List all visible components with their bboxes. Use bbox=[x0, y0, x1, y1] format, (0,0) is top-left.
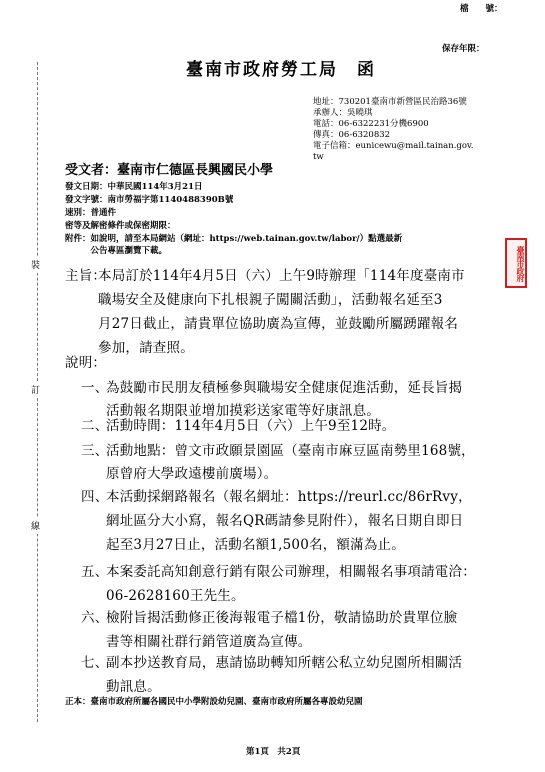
contact-phone: 電話：06-6322231分機6900 bbox=[313, 119, 429, 129]
subject-line: 參加，請查照。 bbox=[98, 340, 194, 356]
official-seal-stamp: 臺南市政府 bbox=[505, 238, 527, 288]
item-line: 活動報名期限並增加摸彩送家電等好康訊息。 bbox=[106, 403, 380, 419]
attachment-note-cont: 公告專區瀏覽下載。 bbox=[65, 246, 168, 256]
item-line: 副本抄送教育局，惠請協助轉知所轄公私立幼兒園所相關活 bbox=[106, 655, 463, 671]
item-line: 活動地點：曾文市政願景園區（臺南市麻豆區南勢里168號， bbox=[106, 443, 475, 459]
item-line: 活動時間：114年4月5日（六）上午9至12時。 bbox=[106, 418, 396, 434]
subject-line: 職場安全及健康向下扎根親子闖關活動」，活動報名延至3 bbox=[98, 292, 443, 308]
document-title: 臺南市政府勞工局 函 bbox=[186, 60, 376, 80]
item-line: 書等相關社群行銷管道廣為宣傳。 bbox=[106, 634, 312, 650]
item-line: 本活動採網路報名（報名網址：https://reurl.cc/86rRvy， bbox=[106, 489, 472, 505]
retention-period-label: 保存年限： bbox=[442, 44, 485, 54]
page-number: 第1頁 共2頁 bbox=[246, 747, 301, 757]
item-number: 四、 bbox=[81, 489, 109, 505]
cc-recipients: 正本：臺南市政府所屬各國民中小學附設幼兒園、臺南市政府所屬各專設幼兒園 bbox=[65, 697, 363, 707]
item-number: 六、 bbox=[81, 610, 109, 626]
attachment-note: 附件：如說明，請至本局網站（網址：https://web.tainan.gov.tw/labor/）點選最新 bbox=[65, 234, 403, 244]
binding-mark-bind: 裝 bbox=[31, 256, 40, 273]
contact-email: 電子信箱：eunicewu@mail.tainan.gov. bbox=[313, 141, 474, 151]
issue-number: 發文字號：南市勞福字第1140488390B號 bbox=[65, 195, 234, 205]
item-line: 網址區分大小寫，報名QR碼請參見附件），報名日期自即日 bbox=[106, 513, 464, 529]
item-number: 二、 bbox=[81, 418, 109, 434]
item-number: 五、 bbox=[81, 564, 109, 580]
item-line: 原曾府大學政遠樓前廣場）。 bbox=[106, 466, 278, 482]
recipient: 受文者：臺南市仁德區長興國民小學 bbox=[65, 163, 274, 178]
confidentiality: 密等及解密條件或保密期限： bbox=[65, 221, 176, 231]
item-line: 檢附旨揭活動修正後海報電子檔1份，敬請協助於貴單位臉 bbox=[106, 610, 458, 626]
archive-code-label: 檔 號： bbox=[460, 4, 503, 14]
issue-date: 發文日期：中華民國114年3月21日 bbox=[65, 182, 203, 192]
item-number: 三、 bbox=[81, 443, 109, 459]
item-line: 為鼓勵市民朋友積極參與職場安全健康促進活動，延長旨揭 bbox=[106, 380, 463, 396]
item-number: 一、 bbox=[81, 380, 109, 396]
item-number: 七、 bbox=[81, 655, 109, 671]
contact-email-cont: tw bbox=[313, 152, 324, 162]
delivery-speed: 速別：普通件 bbox=[65, 208, 117, 218]
contact-fax: 傳真：06-6320832 bbox=[313, 130, 391, 140]
item-line: 06-2628160王先生。 bbox=[106, 588, 245, 604]
binding-mark-line: 線 bbox=[31, 517, 40, 534]
item-line: 起至3月27日止，活動名額1,500名，額滿為止。 bbox=[106, 537, 405, 553]
contact-officer: 承辦人：吳曉琪 bbox=[313, 108, 373, 118]
item-line: 本案委託高知創意行銷有限公司辦理，相關報名事項請電洽： bbox=[106, 564, 476, 580]
explanation-label: 說明： bbox=[65, 355, 107, 371]
contact-address: 地址：730201臺南市新營區民治路36號 bbox=[313, 97, 467, 107]
item-line: 動訊息。 bbox=[106, 679, 161, 695]
subject-label: 主旨： bbox=[65, 268, 107, 284]
subject-line: 本局訂於114年4月5日（六）上午9時辦理「114年度臺南市 bbox=[98, 268, 465, 284]
subject-line: 月27日截止，請貴單位協助廣為宣傳，並鼓勵所屬踴躍報名 bbox=[98, 316, 459, 332]
binding-mark-staple: 訂 bbox=[31, 381, 40, 398]
